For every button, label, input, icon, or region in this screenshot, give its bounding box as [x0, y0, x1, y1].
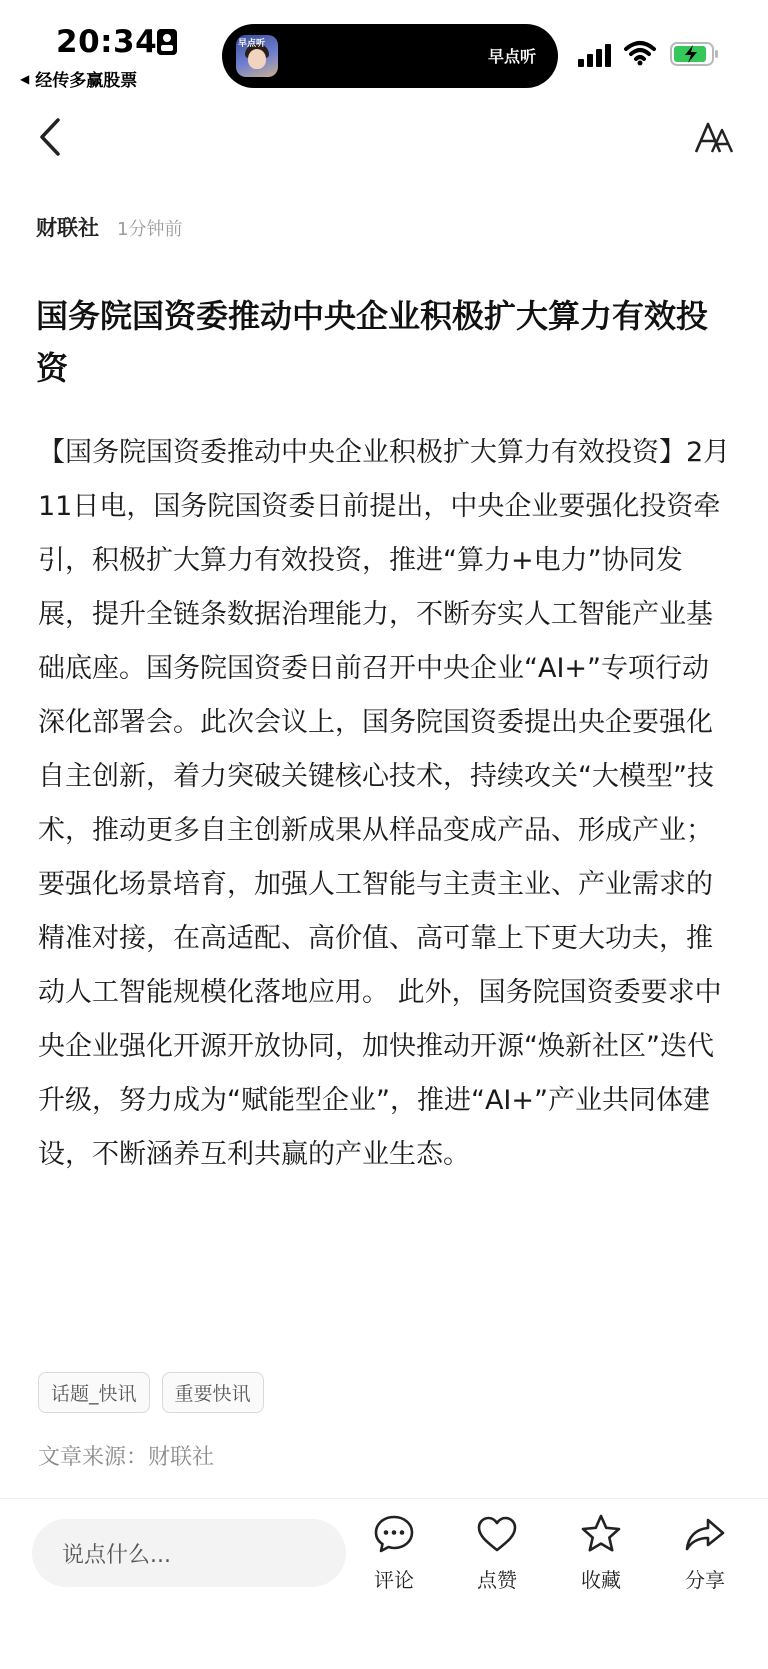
share-button[interactable] [670, 1512, 740, 1593]
back-to-app[interactable] [20, 66, 137, 91]
article-tags [38, 1372, 264, 1413]
back-icon[interactable] [36, 116, 64, 158]
comment-label: 评论 [374, 1568, 414, 1592]
share-label: 分享 [685, 1568, 725, 1592]
star-icon [579, 1512, 623, 1556]
tag-chip-topic[interactable]: 话题_快讯 [38, 1372, 150, 1413]
article-time: 1分钟前 [117, 219, 183, 240]
comment-placeholder: 说点什么... [62, 1542, 171, 1568]
like-label: 点赞 [477, 1568, 517, 1592]
article-source: 文章来源：财联社 [38, 1445, 215, 1470]
status-bar [0, 0, 768, 96]
bottom-divider [0, 1498, 768, 1499]
status-time: 20:34 [56, 24, 158, 60]
battery-charging-icon [670, 42, 720, 66]
font-size-icon[interactable] [694, 118, 734, 158]
dynamic-island[interactable] [222, 24, 558, 88]
article-title: 国务院国资委推动中央企业积极扩大算力有效投资 [36, 297, 709, 387]
back-triangle-icon: ◀ [20, 71, 30, 86]
island-avatar-tag: 早点听 [238, 39, 266, 49]
share-icon [683, 1512, 727, 1556]
tag-chip-important[interactable]: 重要快讯 [162, 1372, 264, 1413]
island-avatar [236, 35, 278, 77]
like-button[interactable] [462, 1512, 532, 1593]
cellular-signal-icon [578, 44, 611, 67]
heart-icon [475, 1512, 519, 1556]
lock-icon [156, 28, 178, 56]
comment-button[interactable] [359, 1512, 429, 1593]
comment-icon [372, 1512, 416, 1556]
back-app-label: 经传多赢股票 [35, 71, 138, 91]
article-body: 【国务院国资委推动中央企业积极扩大算力有效投资】2月11日电，国务院国资委日前提出，中央企业要强化投资牵引，积极扩大算力有效投资，推进“算力+电力”协同发展，提升全链条数据治理能力，不断夯实人工智能产业基础底座。国务院国资委日前召开中央企业“AI+”专项行动深化部署会。此次会议上，国务院国资委提出央企要强化自主创新，着力突破关键核心技术，持续攻关“大模型”技术，推动更多自主创新成果从样品变成产品、形成产业；要强化场景培育，加强人工智能与主责主业、产业需求的精准对接，在高适配、高价值、高可靠上下更大功夫，推动人工智能规模化落地应用。 此外，国务院国资委要求中央企业强化开源开放协同，加快推动开源“焕新社区”迭代升级，努力成为“赋能型企业”，推进“AI+”产业共同体建设，不断涵养互利共赢的产业生态。 [38, 437, 731, 1170]
favorite-label: 收藏 [581, 1568, 621, 1592]
comment-input[interactable] [32, 1519, 346, 1587]
island-label: 早点听 [487, 47, 536, 66]
article-publisher[interactable]: 财联社 [36, 216, 99, 240]
favorite-button[interactable] [566, 1512, 636, 1593]
article-meta [36, 212, 182, 242]
wifi-icon [624, 40, 656, 66]
